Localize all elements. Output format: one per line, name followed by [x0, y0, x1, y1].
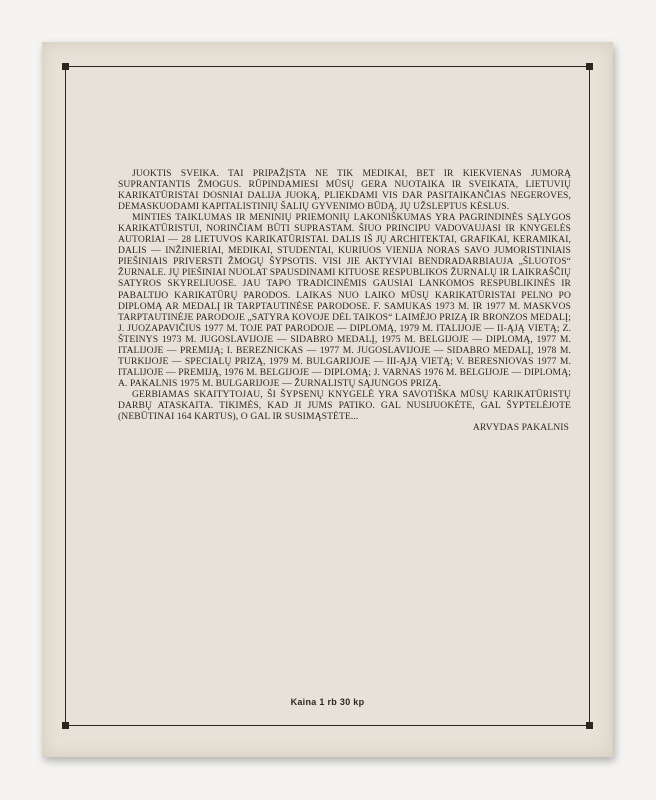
paragraph-closing: GERBIAMAS SKAITYTOJAU, ŠI ŠYPSENŲ KNYGELĖ YRA SAVOTIŠKA MŪSŲ KARIKATŪRISTŲ DARBŲ ATASKAITA. TIKIMĖS, KAD JI JUMS PATIKO. GAL NUSIJUOKĖTE, GAL ŠYPTELĖJOTE (NEBŪTINAI 164 KARTUS), O GAL IR SUSIMĄSTĖTE...: [118, 388, 571, 423]
book-back-cover: [42, 42, 613, 757]
author-signature: ARVYDAS PAKALNIS: [472, 422, 569, 434]
corner-ornament: [586, 63, 593, 70]
corner-ornament: [62, 63, 69, 70]
blurb-text: [118, 168, 571, 433]
paragraph-awards: MINTIES TAIKLUMAS IR MENINIŲ PRIEMONIŲ LAKONIŠKUMAS YRA PAGRINDINĖS SĄLYGOS KARIKATŪRISTUI, NORINČIAM BŪTI SUPRASTAM. ŠIUO PRINCIPU VADOVAUJASI IR KNYGELĖS AUTORIAI — 28 LIETUVOS KARIKATŪRISTAI. DALIS IŠ JŲ ARCHITEKTAI, GRAFIKAI, KERAMIKAI, DALIS — INŽINIERIAI, MEDIKAI, STUDENTAI, KURIUOS VIENIJA NORAS SAVO JUMORISTINIAIS PIEŠINIAIS PRIVERSTI ŽMOGŲ ŠYPSOTIS. VISI JIE AKTYVIAI BENDRADARBIAUJA „ŠLUOTOS“ ŽURNALE. JŲ PIEŠINIAI NUOLAT SPAUSDINAMI KITUOSE RESPUBLIKOS ŽURNALŲ IR LAIKRAŠČIŲ SATYROS SKYRELIUOSE. JAU TAPO TRADICINĖMIS GAUSIAI LANKOMOS RESPUBLIKINĖS IR PABALTIJO KARIKATŪRŲ PARODOS. LAIKAS NUO LAIKO MŪSŲ KARIKATŪRISTAI PELNO PO DIPLOMĄ AR MEDALĮ IR TARPTAUTINĖSE PARODOSE. F. SAMUKAS 1973 M. IR 1977 M. MASKVOS TARPTAUTINĖJE PARODOJE „SATYRA KOVOJE DĖL TAIKOS“ LAIMĖJO PRIZĄ IR BRONZOS MEDALĮ; J. JUOZAPAVIČIUS 1977 M. TOJE PAT PARODOJE — DIPLOMĄ, 1979 M. ITALIJOJE — II-ĄJĄ VIETĄ; Z. ŠTEINYS 1973 M. JUGOSLAVIJOJE — SIDABRO MEDALĮ, 1975 M. BELGIJOJE — DIPLOMĄ, 1977 M. ITALIJOJE — PREMIJĄ; I. BEREZNICKAS — 1977 M. JUGOSLAVIJOJE — SIDABRO MEDALĮ, 1978 M. TURKIJOJE — SPECIALŲ PRIZĄ, 1979 M. BULGARIJOJE — III-ĄJĄ VIETĄ; V. BERESNIOVAS 1977 M. ITALIJOJE — PREMIJĄ, 1976 M. BELGIJOJE — DIPLOMĄ; J. VARNAS 1976 M. BELGIJOJE — DIPLOMĄ; A. PAKALNIS 1975 M. BULGARIJOJE — ŽURNALISTŲ SĄJUNGOS PRIZĄ.: [118, 212, 571, 389]
corner-ornament: [62, 722, 69, 729]
corner-ornament: [586, 722, 593, 729]
price-label: Kaina 1 rb 30 kp: [290, 697, 365, 707]
paragraph-intro: JUOKTIS SVEIKA. TAI PRIPAŽĮSTA NE TIK MEDIKAI, BET IR KIEKVIENAS JUMORĄ SUPRANTANTIS ŽMOGUS. RŪPINDAMIESI MŪSŲ GERA NUOTAIKA IR SVEIKATA, LIETUVIŲ KARIKATŪRISTAI DOSNIAI DALIJA JUOKĄ, PLIEKDAMI VIS DAR PASITAIKANČIAS NEGEROVES, DEMASKUODAMI KAPITALISTINIŲ ŠALIŲ GYVENIMO BŪDĄ, JŲ UŽSLEPTUS KĖSLUS.: [118, 168, 571, 213]
